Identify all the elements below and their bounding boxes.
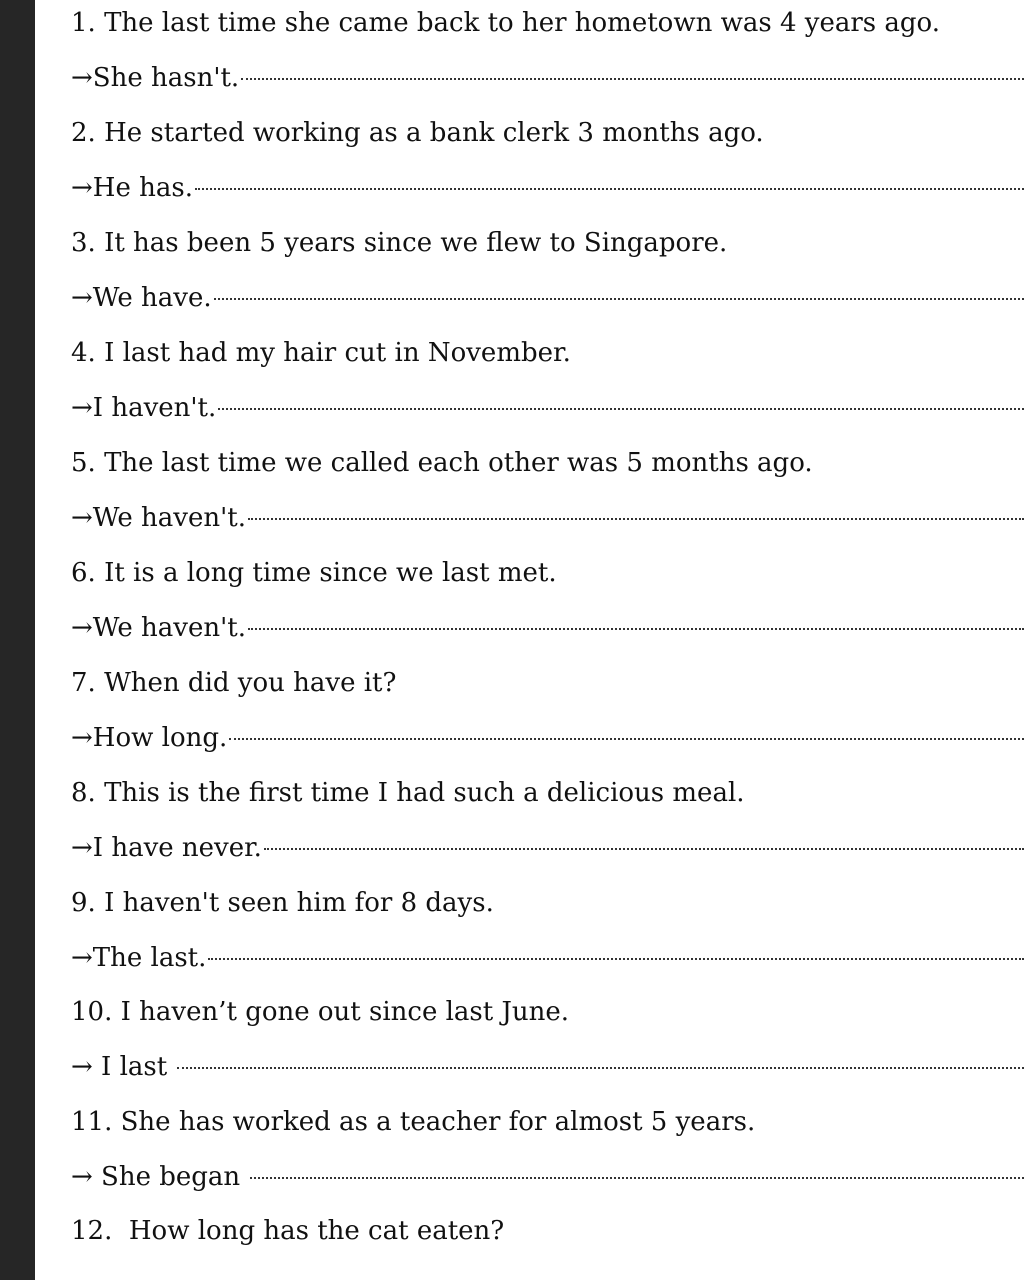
answer-line-9[interactable] [71,938,1024,978]
question-11: 11. She has worked as a teacher for almost 5 years. [71,1107,756,1137]
answer-dots-10 [177,1066,1024,1069]
answer-line-1[interactable] [71,58,1024,98]
answer-prompt-5: →We haven't. [71,503,246,533]
question-5: 5. The last time we called each other was 5 months ago. [71,448,813,478]
answer-prompt-2: →He has. [71,173,193,203]
question-1: 1. The last time she came back to her hometown was 4 years ago. [71,8,940,38]
answer-prompt-6: →We haven't. [71,613,246,643]
answer-line-3[interactable] [71,278,1024,318]
answer-prompt-3: →We have. [71,283,212,313]
answer-line-5[interactable] [71,498,1024,538]
answer-line-10[interactable] [71,1047,1024,1087]
question-6: 6. It is a long time since we last met. [71,558,557,588]
question-9: 9. I haven't seen him for 8 days. [71,888,494,918]
left-dark-margin [0,0,35,1280]
question-2: 2. He started working as a bank clerk 3 months ago. [71,118,764,148]
answer-dots-6 [248,627,1024,630]
worksheet [35,0,1024,1280]
answer-dots-11 [250,1176,1024,1179]
answer-dots-8 [264,847,1024,850]
answer-line-4[interactable] [71,388,1024,428]
answer-line-2[interactable] [71,168,1024,208]
answer-prompt-7: →How long. [71,723,228,753]
question-3: 3. It has been 5 years since we flew to Singapore. [71,228,728,258]
answer-dots-3 [214,297,1024,300]
answer-prompt-9: →The last. [71,943,207,973]
answer-prompt-1: →She hasn't. [71,63,240,93]
answer-dots-5 [248,517,1024,520]
question-7: 7. When did you have it? [71,668,397,698]
question-8: 8. This is the first time I had such a delicious meal. [71,778,745,808]
question-12: 12. How long has the cat eaten? [71,1216,505,1246]
answer-line-8[interactable] [71,828,1024,868]
answer-prompt-10: → I last [71,1052,176,1082]
answer-prompt-11: → She began [71,1162,249,1192]
answer-prompt-8: →I have never. [71,833,262,863]
answer-prompt-4: →I haven't. [71,393,217,423]
answer-line-7[interactable] [71,718,1024,758]
answer-line-11[interactable] [71,1157,1024,1197]
answer-dots-4 [218,407,1024,410]
answer-dots-9 [208,957,1024,960]
answer-line-6[interactable] [71,608,1024,648]
answer-dots-2 [195,187,1024,190]
question-4: 4. I last had my hair cut in November. [71,338,571,368]
answer-dots-1 [241,77,1024,80]
question-10: 10. I haven’t gone out since last June. [71,997,570,1027]
answer-dots-7 [229,737,1024,740]
